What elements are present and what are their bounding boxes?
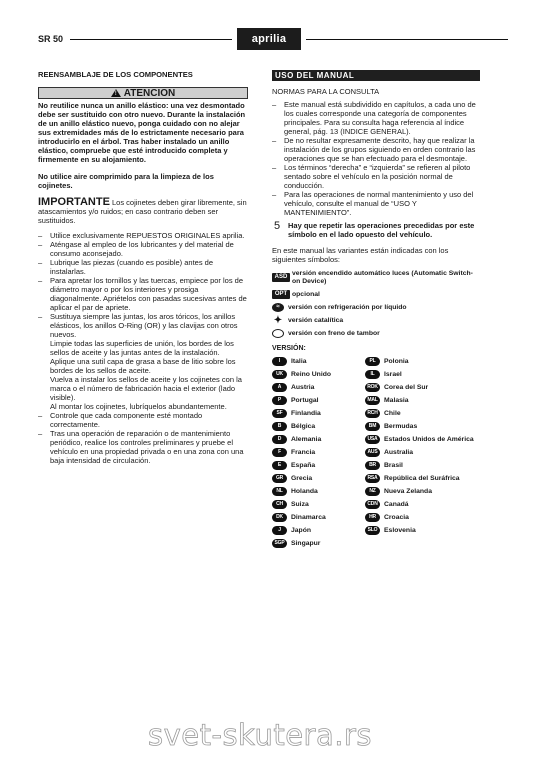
country-badge-icon: I: [272, 357, 287, 366]
symbol-text: versión con freno de tambor: [288, 329, 380, 337]
country-badge-icon: PL: [365, 357, 380, 366]
country-badge-icon: IL: [365, 370, 380, 379]
version-item: [365, 460, 480, 470]
header-rule-right: [306, 39, 508, 40]
header-model: SR 50: [38, 34, 64, 44]
consult-rules-title: NORMAS PARA LA CONSULTA: [272, 87, 380, 96]
version-item: [272, 356, 365, 366]
country-name: Estados Unidos de América: [384, 435, 474, 443]
country-badge-icon: D: [272, 435, 287, 444]
catalytic-icon: ✦: [273, 314, 283, 326]
opt-icon: OPT: [272, 290, 290, 299]
list-item-text: Vuelva a instalar los sellos de aceite y los cojinetes con la marca o el número de fabricación hacia el exterior (lado visible).: [50, 375, 242, 402]
list-item: – Para apretar los tornillos y las tuercas, empiece por los de diámetro mayor o por los interiores y prosiga diagonalmente. Apriételos con pasadas sucesivas antes de aplicar el par de apriete.: [38, 276, 248, 312]
country-name: Portugal: [291, 396, 319, 404]
symbol-row: [272, 270, 480, 285]
brand-logo: aprilia: [237, 28, 301, 50]
country-badge-icon: BM: [365, 422, 380, 431]
version-item: [365, 447, 480, 457]
country-name: Croacia: [384, 513, 409, 521]
important-word: IMPORTANTE: [38, 196, 110, 208]
version-item: [365, 499, 480, 509]
version-item: [272, 395, 365, 405]
country-badge-icon: J: [272, 526, 287, 535]
important-paragraph: [38, 198, 248, 225]
country-name: Israel: [384, 370, 402, 378]
country-badge-icon: NL: [272, 487, 287, 496]
country-name: Dinamarca: [291, 513, 326, 521]
version-item: [272, 447, 365, 457]
country-name: Bermudas: [384, 422, 418, 430]
country-badge-icon: F: [272, 448, 287, 457]
country-badge-icon: AUS: [365, 448, 380, 457]
country-name: Singapur: [291, 539, 321, 547]
version-item: [272, 434, 365, 444]
drum-brake-icon: [272, 329, 284, 338]
version-grid: [272, 356, 480, 548]
repeat-symbol: 5: [274, 220, 281, 232]
version-item: [272, 473, 365, 483]
country-name: Eslovenia: [384, 526, 416, 534]
country-badge-icon: RCH: [365, 409, 380, 418]
country-badge-icon: E: [272, 461, 287, 470]
section-title: REENSAMBLAJE DE LOS COMPONENTES: [38, 70, 193, 79]
list-item: – Aténgase al empleo de los lubricantes y del material de consumo aconsejado.: [38, 240, 248, 258]
country-name: Suiza: [291, 500, 309, 508]
country-badge-icon: NZ: [365, 487, 380, 496]
important-text: Los cojinetes deben girar libremente, sin atascamientos y/o ruidos; en caso contrario deben ser sustituidos.: [38, 198, 247, 225]
version-item: [272, 421, 365, 431]
country-badge-icon: P: [272, 396, 287, 405]
symbol-text: opcional: [292, 290, 320, 298]
country-name: Malasia: [384, 396, 409, 404]
country-badge-icon: SF: [272, 409, 287, 418]
list-item: – Este manual está subdividido en capítulos, a cada uno de los cuales corresponde una categoría de componentes principales. Para su consulta haga referencia al índice general, pág. 13 (INDICE GENERAL).: [272, 100, 480, 136]
symbol-text: versión encendido automático luces (Automatic Switch-on Device): [292, 270, 473, 285]
variants-intro: En este manual las variantes están indicadas con los siguientes símbolos:: [272, 246, 449, 264]
country-badge-icon: CH: [272, 500, 287, 509]
country-badge-icon: RSA: [365, 474, 380, 483]
list-item: – Utilice exclusivamente REPUESTOS ORIGINALES aprilia.: [38, 231, 248, 240]
country-badge-icon: A: [272, 383, 287, 392]
air-note: No utilice aire comprimido para la limpieza de los cojinetes.: [38, 172, 214, 190]
version-item: [272, 382, 365, 392]
version-item: [365, 356, 480, 366]
liquid-cooling-icon: ≈: [272, 303, 284, 312]
left-column: [38, 70, 248, 465]
country-name: Alemania: [291, 435, 322, 443]
country-badge-icon: DK: [272, 513, 287, 522]
country-badge-icon: UK: [272, 370, 287, 379]
country-name: Austria: [291, 383, 315, 391]
version-item: [272, 369, 365, 379]
version-title: VERSIÓN:: [272, 345, 306, 352]
country-badge-icon: ROK: [365, 383, 380, 392]
country-name: Grecia: [291, 474, 313, 482]
version-item: [365, 408, 480, 418]
right-column: [272, 70, 480, 548]
version-item: [365, 525, 480, 535]
repeat-note: [272, 221, 480, 239]
list-item: – Lubrique las piezas (cuando es posible) antes de instalarlas.: [38, 258, 248, 276]
version-item: [272, 486, 365, 496]
country-name: Francia: [291, 448, 316, 456]
country-badge-icon: USA: [365, 435, 380, 444]
list-item: – Tras una operación de reparación o de mantenimiento periódico, realice los controles preliminares y pruebe el vehículo en una propiedad privada o en una zona con una baja intensidad de circulación.: [38, 429, 248, 465]
country-name: Canadá: [384, 500, 409, 508]
country-name: Reino Unido: [291, 370, 332, 378]
version-item: [272, 512, 365, 522]
country-badge-icon: BR: [365, 461, 380, 470]
country-name: Chile: [384, 409, 401, 417]
version-item: [272, 525, 365, 535]
symbol-row: [272, 303, 480, 312]
warning-box: [38, 87, 248, 99]
repeat-text: Hay que repetir las operaciones precedidas por este símbolo en el lado opuesto del vehículo.: [288, 221, 475, 239]
version-item: [365, 486, 480, 496]
manual-use-title: USO DEL MANUAL: [272, 70, 480, 81]
country-badge-icon: MAL: [365, 396, 380, 405]
assembly-list: [38, 231, 248, 465]
list-item: – Controle que cada componente esté montado correctamente.: [38, 411, 248, 429]
version-item: [272, 408, 365, 418]
list-item-text: Al montar los cojinetes, lubríquelos abundantemente.: [50, 402, 227, 411]
list-item: [38, 312, 248, 411]
version-item: [365, 434, 480, 444]
country-badge-icon: SLO: [365, 526, 380, 535]
country-name: España: [291, 461, 316, 469]
version-item: [365, 473, 480, 483]
list-item: – De no resultar expresamente descrito, hay que realizar la instalación de los grupos siguiendo en orden contrario las operaciones que se han efectuado para el desmontaje.: [272, 136, 480, 163]
country-name: Bélgica: [291, 422, 316, 430]
version-item: [365, 512, 480, 522]
warning-icon: [111, 89, 121, 97]
country-name: República del Suráfrica: [384, 474, 460, 482]
manual-rules-list: [272, 100, 480, 217]
country-name: Japón: [291, 526, 312, 534]
header-rule-left: [70, 39, 232, 40]
symbol-row: [272, 290, 480, 299]
list-item-text: Aplique una sutil capa de grasa a base de litio sobre los bordes de los sellos de aceite.: [50, 357, 236, 375]
country-badge-icon: HR: [365, 513, 380, 522]
country-badge-icon: B: [272, 422, 287, 431]
country-badge-icon: SGP: [272, 539, 287, 548]
country-name: Corea del Sur: [384, 383, 429, 391]
asd-icon: ASD: [272, 273, 290, 282]
country-badge-icon: GR: [272, 474, 287, 483]
country-name: Italia: [291, 357, 307, 365]
country-badge-icon: CDN: [365, 500, 380, 509]
watermark-text: svet-skutera.rs: [148, 718, 372, 752]
version-item: [365, 382, 480, 392]
warning-text: No reutilice nunca un anillo elástico: una vez desmontado debe ser sustituido con otro nuevo. Durante la instalación de un anillo elástico nuevo, ponga cuidado con no alejar sus extremidades más de lo estrictamente necesario para introducirlo en el árbol. Tras haber instalado un anillo elástico, compruebe que esté introducido completa y firmemente en su alojamiento.: [38, 101, 246, 164]
country-name: Nueva Zelanda: [384, 487, 432, 495]
warning-label: ATENCION: [123, 87, 176, 99]
symbol-text: versión catalítica: [288, 316, 344, 324]
version-item: [365, 421, 480, 431]
country-name: Finlandia: [291, 409, 321, 417]
list-item: – Los términos “derecha” e “izquierda” se refieren al piloto sentado sobre el vehículo en la posición normal de conducción.: [272, 163, 480, 190]
symbol-row: [272, 329, 480, 338]
country-name: Australia: [384, 448, 414, 456]
version-item: [365, 395, 480, 405]
version-item: [365, 369, 480, 379]
list-item: – Para las operaciones de normal mantenimiento y uso del vehículo, consulte el manual de “USO Y MANTENIMIENTO”.: [272, 190, 480, 217]
version-item: [272, 460, 365, 470]
list-item-text: Limpie todas las superficies de unión, los bordes de los sellos de aceite y las juntas antes de la instalación.: [50, 339, 234, 357]
symbol-text: versión con refrigeración por líquido: [288, 303, 407, 311]
version-item: [272, 499, 365, 509]
country-name: Brasil: [384, 461, 403, 469]
version-item: [272, 538, 365, 548]
list-item-text: Sustituya siempre las juntas, los aros tóricos, los anillos elásticos, los anillos O-Ring (OR) y las clavijas con otros nuevos.: [50, 312, 238, 339]
country-name: Polonia: [384, 357, 409, 365]
symbol-row: [272, 316, 480, 325]
country-name: Holanda: [291, 487, 318, 495]
